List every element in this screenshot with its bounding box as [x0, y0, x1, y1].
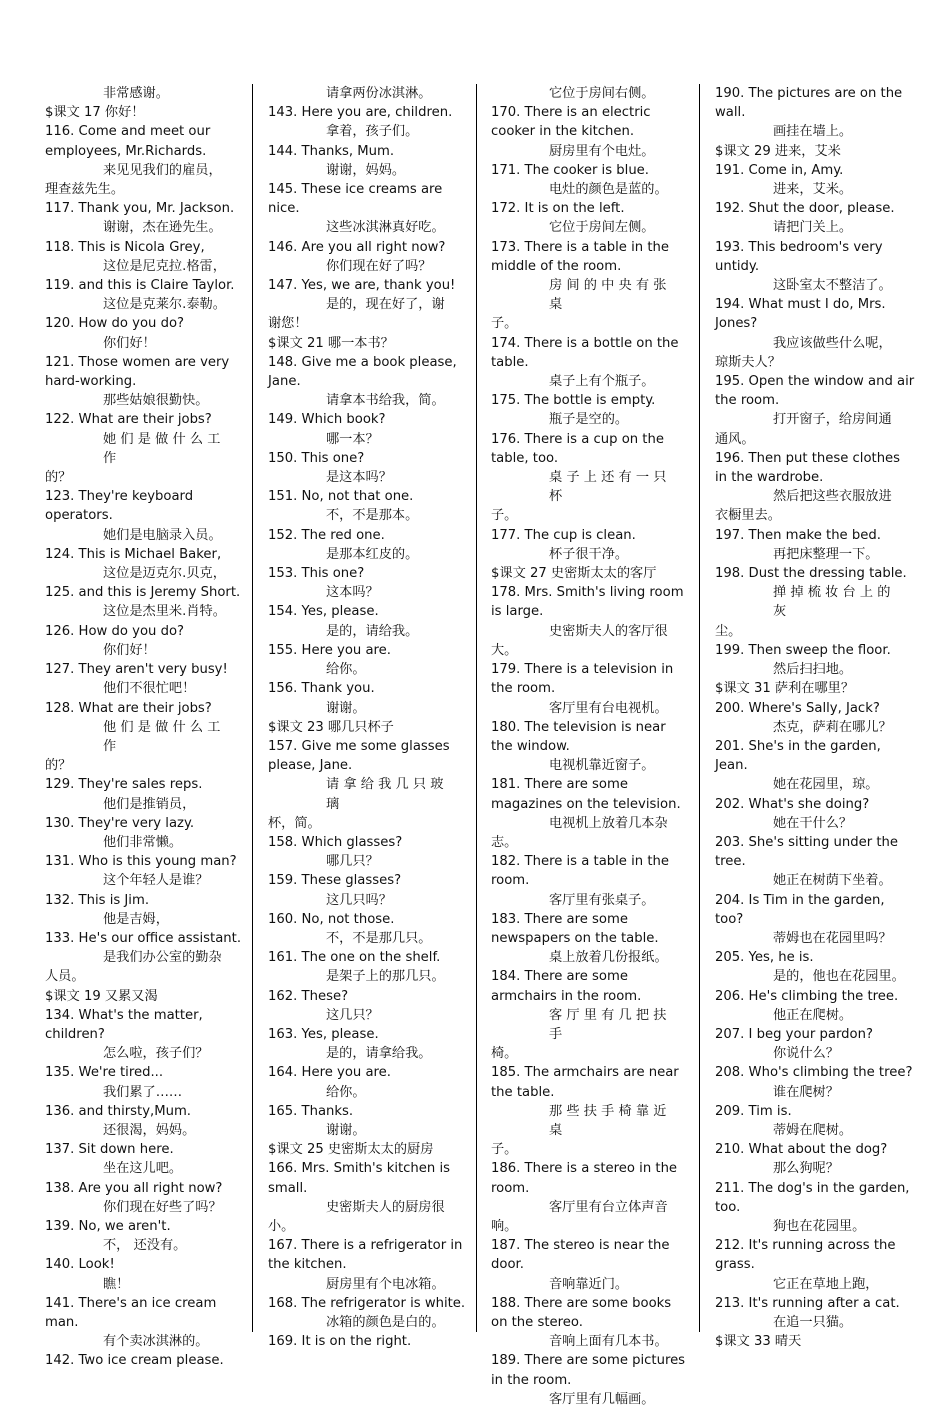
translation-line: 它正在草地上跑， [773, 1276, 879, 1292]
translation-line: 哪几只？ [326, 854, 379, 870]
sentence-line: 170. There is an electric [491, 105, 651, 121]
translation-continuation: 人员。 [45, 969, 85, 985]
translation-line: 谢谢，杰在逊先生。 [103, 220, 222, 236]
translation-line: 你说什么？ [773, 1046, 839, 1062]
sentence-line: 137. Sit down here. [45, 1142, 174, 1158]
sentence-line: children? [45, 1026, 105, 1042]
translation-line: 非常感谢。 [103, 86, 169, 101]
translation-line: 音响靠近门。 [549, 1276, 629, 1292]
translation-line: 不，不是那本。 [326, 508, 419, 524]
translation-line: 那 些 扶 手 椅 靠 近 桌 [549, 1103, 667, 1138]
translation-line: 你们好！ [103, 642, 156, 658]
translation-continuation: 谢您！ [268, 316, 308, 332]
translation-line: 谁在爬树？ [773, 1084, 839, 1100]
sentence-line: 168. The refrigerator is white. [268, 1295, 466, 1311]
lesson-heading: $课文 19 又累又渴 [45, 988, 158, 1004]
translation-line: 瓶子是空的。 [549, 412, 629, 428]
translation-line: 这位是迈克尔.贝克， [103, 566, 226, 582]
sentence-line: 207. I beg your pardon? [715, 1026, 873, 1042]
sentence-line: 209. Tim is. [715, 1103, 792, 1119]
sentence-line: cooker in the kitchen. [491, 124, 635, 140]
sentence-line: on the stereo. [491, 1315, 583, 1330]
sentence-line: the room. [491, 681, 556, 697]
translation-line: 客厅里有台电视机。 [549, 700, 668, 716]
translation-line: 怎么啦，孩子们？ [103, 1046, 209, 1062]
translation-line: 请把门关上。 [773, 220, 853, 236]
translation-line: 这些冰淇淋真好吃。 [326, 220, 445, 236]
column-divider [476, 84, 477, 1332]
translation-line: 有个卖冰淇淋的。 [103, 1334, 209, 1350]
sentence-line: Jane. [268, 374, 301, 390]
sentence-line: 151. No, not that one. [268, 489, 414, 505]
translation-line: 她在干什么？ [773, 815, 853, 831]
translation-line: 在追一只猫。 [773, 1315, 853, 1330]
sentence-line: hard-working. [45, 374, 137, 390]
translation-line: 那些姑娘很勤快。 [103, 393, 209, 409]
lesson-heading: $课文 29 进来，艾米 [715, 143, 841, 159]
lesson-heading: $课文 21 哪一本书？ [268, 335, 394, 351]
translation-line: 他们不很忙吧！ [103, 681, 196, 697]
lesson-heading: $课文 27 史密斯太太的客厅 [491, 566, 657, 582]
sentence-line: 176. There is a cup on the [491, 431, 664, 447]
translation-line: 谢谢。 [326, 700, 366, 716]
translation-line: 电视机上放着几本杂 [549, 815, 668, 831]
sentence-line: 196. Then put these clothes [715, 450, 901, 466]
translation-line: 是的，现在好了，谢 [326, 297, 445, 313]
translation-line: 她正在树荫下坐着。 [773, 873, 892, 889]
sentence-line: 122. What are their jobs? [45, 412, 212, 428]
sentence-line: 118. This is Nicola Grey, [45, 239, 205, 255]
sentence-line: nice. [268, 201, 300, 217]
sentence-line: 121. Those women are very [45, 354, 230, 370]
sentence-line: 155. Here you are. [268, 642, 391, 658]
sentence-line: man. [45, 1315, 79, 1330]
sentence-line: 124. This is Michael Baker, [45, 546, 222, 562]
sentence-line: too. [715, 1199, 741, 1215]
translation-line: 给你。 [326, 1084, 366, 1100]
translation-line: 他是吉姆， [103, 911, 169, 927]
sentence-line: 210. What about the dog? [715, 1142, 888, 1158]
sentence-line: 191. Come in, Amy. [715, 162, 844, 178]
sentence-line: the window. [491, 738, 570, 754]
sentence-line: middle of the room. [491, 258, 622, 274]
sentence-line: 211. The dog's in the garden, [715, 1180, 910, 1196]
translation-line: 房 间 的 中 央 有 张 桌 [549, 278, 667, 313]
sentence-line: 213. It's running after a cat. [715, 1295, 900, 1311]
sentence-line: 175. The bottle is empty. [491, 393, 656, 409]
translation-line: 客厅里有张桌子。 [549, 892, 655, 908]
sentence-line: 131. Who is this young man? [45, 854, 237, 870]
translation-continuation: 琼斯夫人？ [715, 354, 781, 370]
sentence-line: 120. How do you do? [45, 316, 185, 332]
sentence-line: 206. He's climbing the tree. [715, 988, 899, 1004]
translation-line: 桌子上有个瓶子。 [549, 374, 655, 390]
sentence-line: 185. The armchairs are near [491, 1065, 679, 1081]
sentence-line: 180. The television is near [491, 719, 666, 735]
sentence-line: 183. There are some [491, 911, 628, 927]
sentence-line: 198. Dust the dressing table. [715, 566, 907, 582]
translation-line: 厨房里有个电冰箱。 [326, 1276, 445, 1292]
sentence-line: magazines on the television. [491, 796, 681, 812]
sentence-line: 190. The pictures are on the [715, 86, 903, 101]
sentence-line: 134. What's the matter, [45, 1007, 203, 1023]
sentence-line: 117. Thank you, Mr. Jackson. [45, 201, 235, 217]
translation-line: 这几只？ [326, 1007, 379, 1023]
sentence-line: 182. There is a table in the [491, 854, 669, 870]
sentence-line: is large. [491, 604, 544, 620]
translation-line: 她们是电脑录入员。 [103, 527, 222, 543]
translation-line: 这个年轻人是谁？ [103, 873, 209, 889]
translation-line: 请 拿 给 我 几 只 玻 璃 [326, 777, 444, 812]
translation-line: 不， 还没有。 [103, 1238, 187, 1254]
sentence-line: 165. Thanks. [268, 1103, 354, 1119]
sentence-line: 154. Yes, please. [268, 604, 379, 620]
sentence-line: 188. There are some books [491, 1295, 672, 1311]
sentence-line: in the wardrobe. [715, 470, 824, 486]
lesson-heading: $课文 33 晴天 [715, 1334, 802, 1350]
translation-line: 掸 掉 梳 妆 台 上 的 灰 [773, 585, 891, 620]
translation-continuation: 衣橱里去。 [715, 508, 781, 524]
translation-continuation: 的？ [45, 470, 72, 486]
sentence-line: 153. This one? [268, 566, 365, 582]
translation-line: 客 厅 里 有 几 把 扶 手 [549, 1007, 667, 1042]
sentence-line: 125. and this is Jeremy Short. [45, 585, 241, 601]
column-divider [699, 84, 700, 1332]
translation-line: 是的，请给我。 [326, 623, 419, 639]
sentence-line: 158. Which glasses? [268, 834, 403, 850]
sentence-line: 147. Yes, we are, thank you! [268, 278, 456, 294]
translation-line: 来见见我们的雇员， [103, 162, 222, 178]
translation-line: 然后扫扫地。 [773, 662, 853, 678]
sentence-line: room. [491, 873, 530, 889]
sentence-line: 194. What must I do, Mrs. [715, 297, 886, 313]
sentence-line: 187. The stereo is near the [491, 1238, 670, 1254]
sentence-line: 173. There is a table in the [491, 239, 669, 255]
sentence-line: 145. These ice creams are [268, 182, 443, 198]
text-column-4 [715, 84, 915, 1351]
sentence-line: 157. Give me some glasses [268, 738, 450, 754]
sentence-line: 178. Mrs. Smith's living room [491, 585, 684, 601]
sentence-line: 143. Here you are, children. [268, 105, 453, 121]
lesson-heading: $课文 31 萨利在哪里？ [715, 681, 855, 697]
sentence-line: 171. The cooker is blue. [491, 162, 649, 178]
sentence-line: 136. and thirsty,Mum. [45, 1103, 191, 1119]
sentence-line: small. [268, 1180, 308, 1196]
translation-line: 冰箱的颜色是白的。 [326, 1315, 445, 1330]
translation-line: 杰克，萨莉在哪儿？ [773, 719, 892, 735]
translation-line: 它位于房间左侧。 [549, 220, 655, 236]
translation-line: 是的，请拿给我。 [326, 1046, 432, 1062]
sentence-line: 184. There are some [491, 969, 628, 985]
translation-continuation: 大。 [491, 642, 518, 658]
translation-continuation: 子。 [491, 316, 518, 332]
translation-line: 画挂在墙上。 [773, 124, 853, 140]
sentence-line: 160. No, not those. [268, 911, 395, 927]
translation-line: 不，不是那几只。 [326, 930, 432, 946]
sentence-line: 130. They're very lazy. [45, 815, 195, 831]
sentence-line: 212. It's running across the [715, 1238, 896, 1254]
sentence-line: newspapers on the table. [491, 930, 659, 946]
translation-line: 然后把这些衣服放进 [773, 489, 892, 505]
sentence-line: untidy. [715, 258, 760, 274]
translation-line: 这位是杰里米.肖特。 [103, 604, 226, 620]
sentence-line: 186. There is a stereo in the [491, 1161, 678, 1177]
sentence-line: 174. There is a bottle on the [491, 335, 679, 351]
translation-line: 我应该做些什么呢， [773, 335, 892, 351]
sentence-line: armchairs in the room. [491, 988, 642, 1004]
sentence-line: 128. What are their jobs? [45, 700, 212, 716]
sentence-line: 156. Thank you. [268, 681, 375, 697]
translation-line: 这位是克莱尔.泰勒。 [103, 297, 226, 313]
translation-continuation: 椅。 [491, 1046, 518, 1062]
sentence-line: 148. Give me a book please, [268, 354, 457, 370]
sentence-line: 126. How do you do? [45, 623, 185, 639]
sentence-line: 135. We're tired... [45, 1065, 164, 1081]
translation-line: 打开窗子，给房间通 [773, 412, 892, 428]
translation-line: 瞧！ [103, 1276, 130, 1292]
sentence-line: table. [491, 354, 529, 370]
translation-line: 音响上面有几本书。 [549, 1334, 668, 1350]
sentence-line: operators. [45, 508, 113, 524]
translation-line: 狗也在花园里。 [773, 1218, 866, 1234]
sentence-line: 139. No, we aren't. [45, 1218, 171, 1234]
translation-continuation: 小。 [268, 1218, 295, 1234]
translation-line: 我们累了…… [103, 1084, 183, 1100]
sentence-line: grass. [715, 1257, 755, 1273]
translation-line: 你们现在好了吗？ [326, 258, 432, 274]
sentence-line: 179. There is a television in [491, 662, 674, 678]
translation-line: 她在花园里，琼。 [773, 777, 879, 793]
sentence-line: 163. Yes, please. [268, 1026, 379, 1042]
translation-line: 这卧室太不整洁了。 [773, 278, 892, 294]
sentence-line: 201. She's in the garden, [715, 738, 881, 754]
translation-line: 是我们办公室的勤杂 [103, 950, 222, 966]
sentence-line: 193. This bedroom's very [715, 239, 883, 255]
sentence-line: the kitchen. [268, 1257, 347, 1273]
translation-line: 拿着，孩子们。 [326, 124, 419, 140]
sentence-line: 199. Then sweep the floor. [715, 642, 891, 658]
sentence-line: 164. Here you are. [268, 1065, 391, 1081]
translation-line: 给你。 [326, 662, 366, 678]
sentence-line: 205. Yes, he is. [715, 950, 814, 966]
translation-line: 他们非常懒。 [103, 834, 183, 850]
sentence-line: 202. What's she doing? [715, 796, 870, 812]
translation-line: 客厅里有几幅画。 [549, 1391, 655, 1407]
sentence-line: 192. Shut the door, please. [715, 201, 895, 217]
translation-line: 桌 子 上 还 有 一 只 杯 [549, 470, 667, 505]
sentence-line: 146. Are you all right now? [268, 239, 446, 255]
translation-line: 进来，艾米。 [773, 182, 853, 198]
sentence-line: 197. Then make the bed. [715, 527, 881, 543]
sentence-line: 181. There are some [491, 777, 628, 793]
translation-line: 请拿两份冰淇淋。 [326, 86, 432, 101]
column-divider [252, 84, 253, 1332]
translation-line: 电视机靠近窗子。 [549, 758, 655, 774]
sentence-line: 133. He's our office assistant. [45, 930, 242, 946]
translation-line: 是这本吗？ [326, 470, 392, 486]
sentence-line: tree. [715, 854, 746, 870]
translation-continuation: 通风。 [715, 431, 755, 447]
sentence-line: 203. She's sitting under the [715, 834, 899, 850]
translation-continuation: 尘。 [715, 623, 742, 639]
sentence-line: 189. There are some pictures [491, 1353, 686, 1369]
sentence-line: 167. There is a refrigerator in [268, 1238, 463, 1254]
sentence-line: 200. Where's Sally, Jack? [715, 700, 880, 716]
sentence-line: 159. These glasses? [268, 873, 402, 889]
translation-line: 谢谢，妈妈。 [326, 162, 406, 178]
translation-line: 这本吗？ [326, 585, 379, 601]
translation-line: 他正在爬树。 [773, 1007, 853, 1023]
translation-line: 谢谢。 [326, 1122, 366, 1138]
translation-line: 它位于房间右侧。 [549, 86, 655, 101]
sentence-line: too? [715, 911, 744, 927]
sentence-line: 142. Two ice cream please. [45, 1353, 224, 1369]
translation-line: 她 们 是 做 什 么 工 作 [103, 431, 221, 466]
translation-line: 是的，他也在花园里。 [773, 969, 905, 985]
sentence-line: 162. These? [268, 988, 349, 1004]
translation-continuation: 志。 [491, 834, 518, 850]
sentence-line: 150. This one? [268, 450, 365, 466]
sentence-line: 172. It is on the left. [491, 201, 625, 217]
sentence-line: 123. They're keyboard [45, 489, 194, 505]
translation-line: 电灶的颜色是蓝的。 [549, 182, 668, 198]
translation-line: 蒂姆在爬树。 [773, 1122, 853, 1138]
translation-line: 再把床整理一下。 [773, 546, 879, 562]
lesson-heading: $课文 25 史密斯太太的厨房 [268, 1142, 434, 1158]
translation-line: 史密斯夫人的厨房很 [326, 1199, 445, 1215]
sentence-line: 129. They're sales reps. [45, 777, 203, 793]
translation-line: 这几只吗？ [326, 892, 392, 908]
translation-line: 还很渴，妈妈。 [103, 1122, 196, 1138]
translation-line: 是那本红皮的。 [326, 546, 419, 562]
sentence-line: 152. The red one. [268, 527, 385, 543]
translation-continuation: 子。 [491, 508, 518, 524]
translation-line: 请拿本书给我，简。 [326, 393, 445, 409]
sentence-line: the room. [715, 393, 780, 409]
text-column-3 [491, 84, 686, 1409]
translation-continuation: 杯，简。 [268, 815, 321, 831]
translation-line: 那么狗呢？ [773, 1161, 839, 1177]
sentence-line: 138. Are you all right now? [45, 1180, 223, 1196]
sentence-line: room. [491, 1180, 530, 1196]
translation-line: 这位是尼克拉.格雷， [103, 258, 226, 274]
sentence-line: 204. Is Tim in the garden, [715, 892, 885, 908]
lesson-heading: $课文 23 哪几只杯子 [268, 719, 394, 735]
sentence-line: Jean. [715, 758, 748, 774]
translation-line: 你们现在好些了吗？ [103, 1199, 222, 1215]
sentence-line: 161. The one on the shelf. [268, 950, 441, 966]
sentence-line: table, too. [491, 450, 559, 466]
translation-line: 他 们 是 做 什 么 工 作 [103, 719, 221, 754]
translation-line: 是架子上的那几只。 [326, 969, 445, 985]
sentence-line: 195. Open the window and air [715, 374, 915, 390]
sentence-line: 119. and this is Claire Taylor. [45, 278, 235, 294]
translation-line: 哪一本？ [326, 431, 379, 447]
sentence-line: 116. Come and meet our [45, 124, 211, 140]
translation-continuation: 响。 [491, 1218, 518, 1234]
sentence-line: the table. [491, 1084, 555, 1100]
sentence-line: 141. There's an ice cream [45, 1295, 217, 1311]
translation-line: 蒂姆也在花园里吗？ [773, 930, 892, 946]
sentence-line: door. [491, 1257, 524, 1273]
sentence-line: 149. Which book? [268, 412, 386, 428]
sentence-line: 140. Look! [45, 1257, 115, 1273]
sentence-line: 132. This is Jim. [45, 892, 150, 908]
sentence-line: 177. The cup is clean. [491, 527, 636, 543]
translation-line: 客厅里有台立体声音 [549, 1199, 668, 1215]
sentence-line: 169. It is on the right. [268, 1334, 412, 1350]
translation-continuation: 的？ [45, 758, 72, 774]
translation-continuation: 理查兹先生。 [45, 182, 125, 198]
translation-line: 坐在这儿吧。 [103, 1161, 183, 1177]
text-column-1 [45, 84, 242, 1371]
lesson-heading: $课文 17 你好！ [45, 105, 145, 121]
sentence-line: 127. They aren't very busy! [45, 662, 228, 678]
sentence-line: wall. [715, 105, 746, 121]
translation-continuation: 子。 [491, 1142, 518, 1158]
sentence-line: 144. Thanks, Mum. [268, 143, 395, 159]
translation-line: 他们是推销员， [103, 796, 196, 812]
sentence-line: please, Jane. [268, 758, 353, 774]
text-column-2 [268, 84, 466, 1351]
translation-line: 你们好！ [103, 335, 156, 351]
translation-line: 史密斯夫人的客厅很 [549, 623, 668, 639]
sentence-line: in the room. [491, 1372, 572, 1388]
translation-line: 桌上放着几份报纸。 [549, 950, 668, 966]
translation-line: 厨房里有个电灶。 [549, 143, 655, 159]
sentence-line: employees, Mr.Richards. [45, 143, 207, 159]
sentence-line: 208. Who's climbing the tree? [715, 1065, 913, 1081]
sentence-line: 166. Mrs. Smith's kitchen is [268, 1161, 450, 1177]
sentence-line: Jones? [715, 316, 758, 332]
translation-line: 杯子很干净。 [549, 546, 629, 562]
